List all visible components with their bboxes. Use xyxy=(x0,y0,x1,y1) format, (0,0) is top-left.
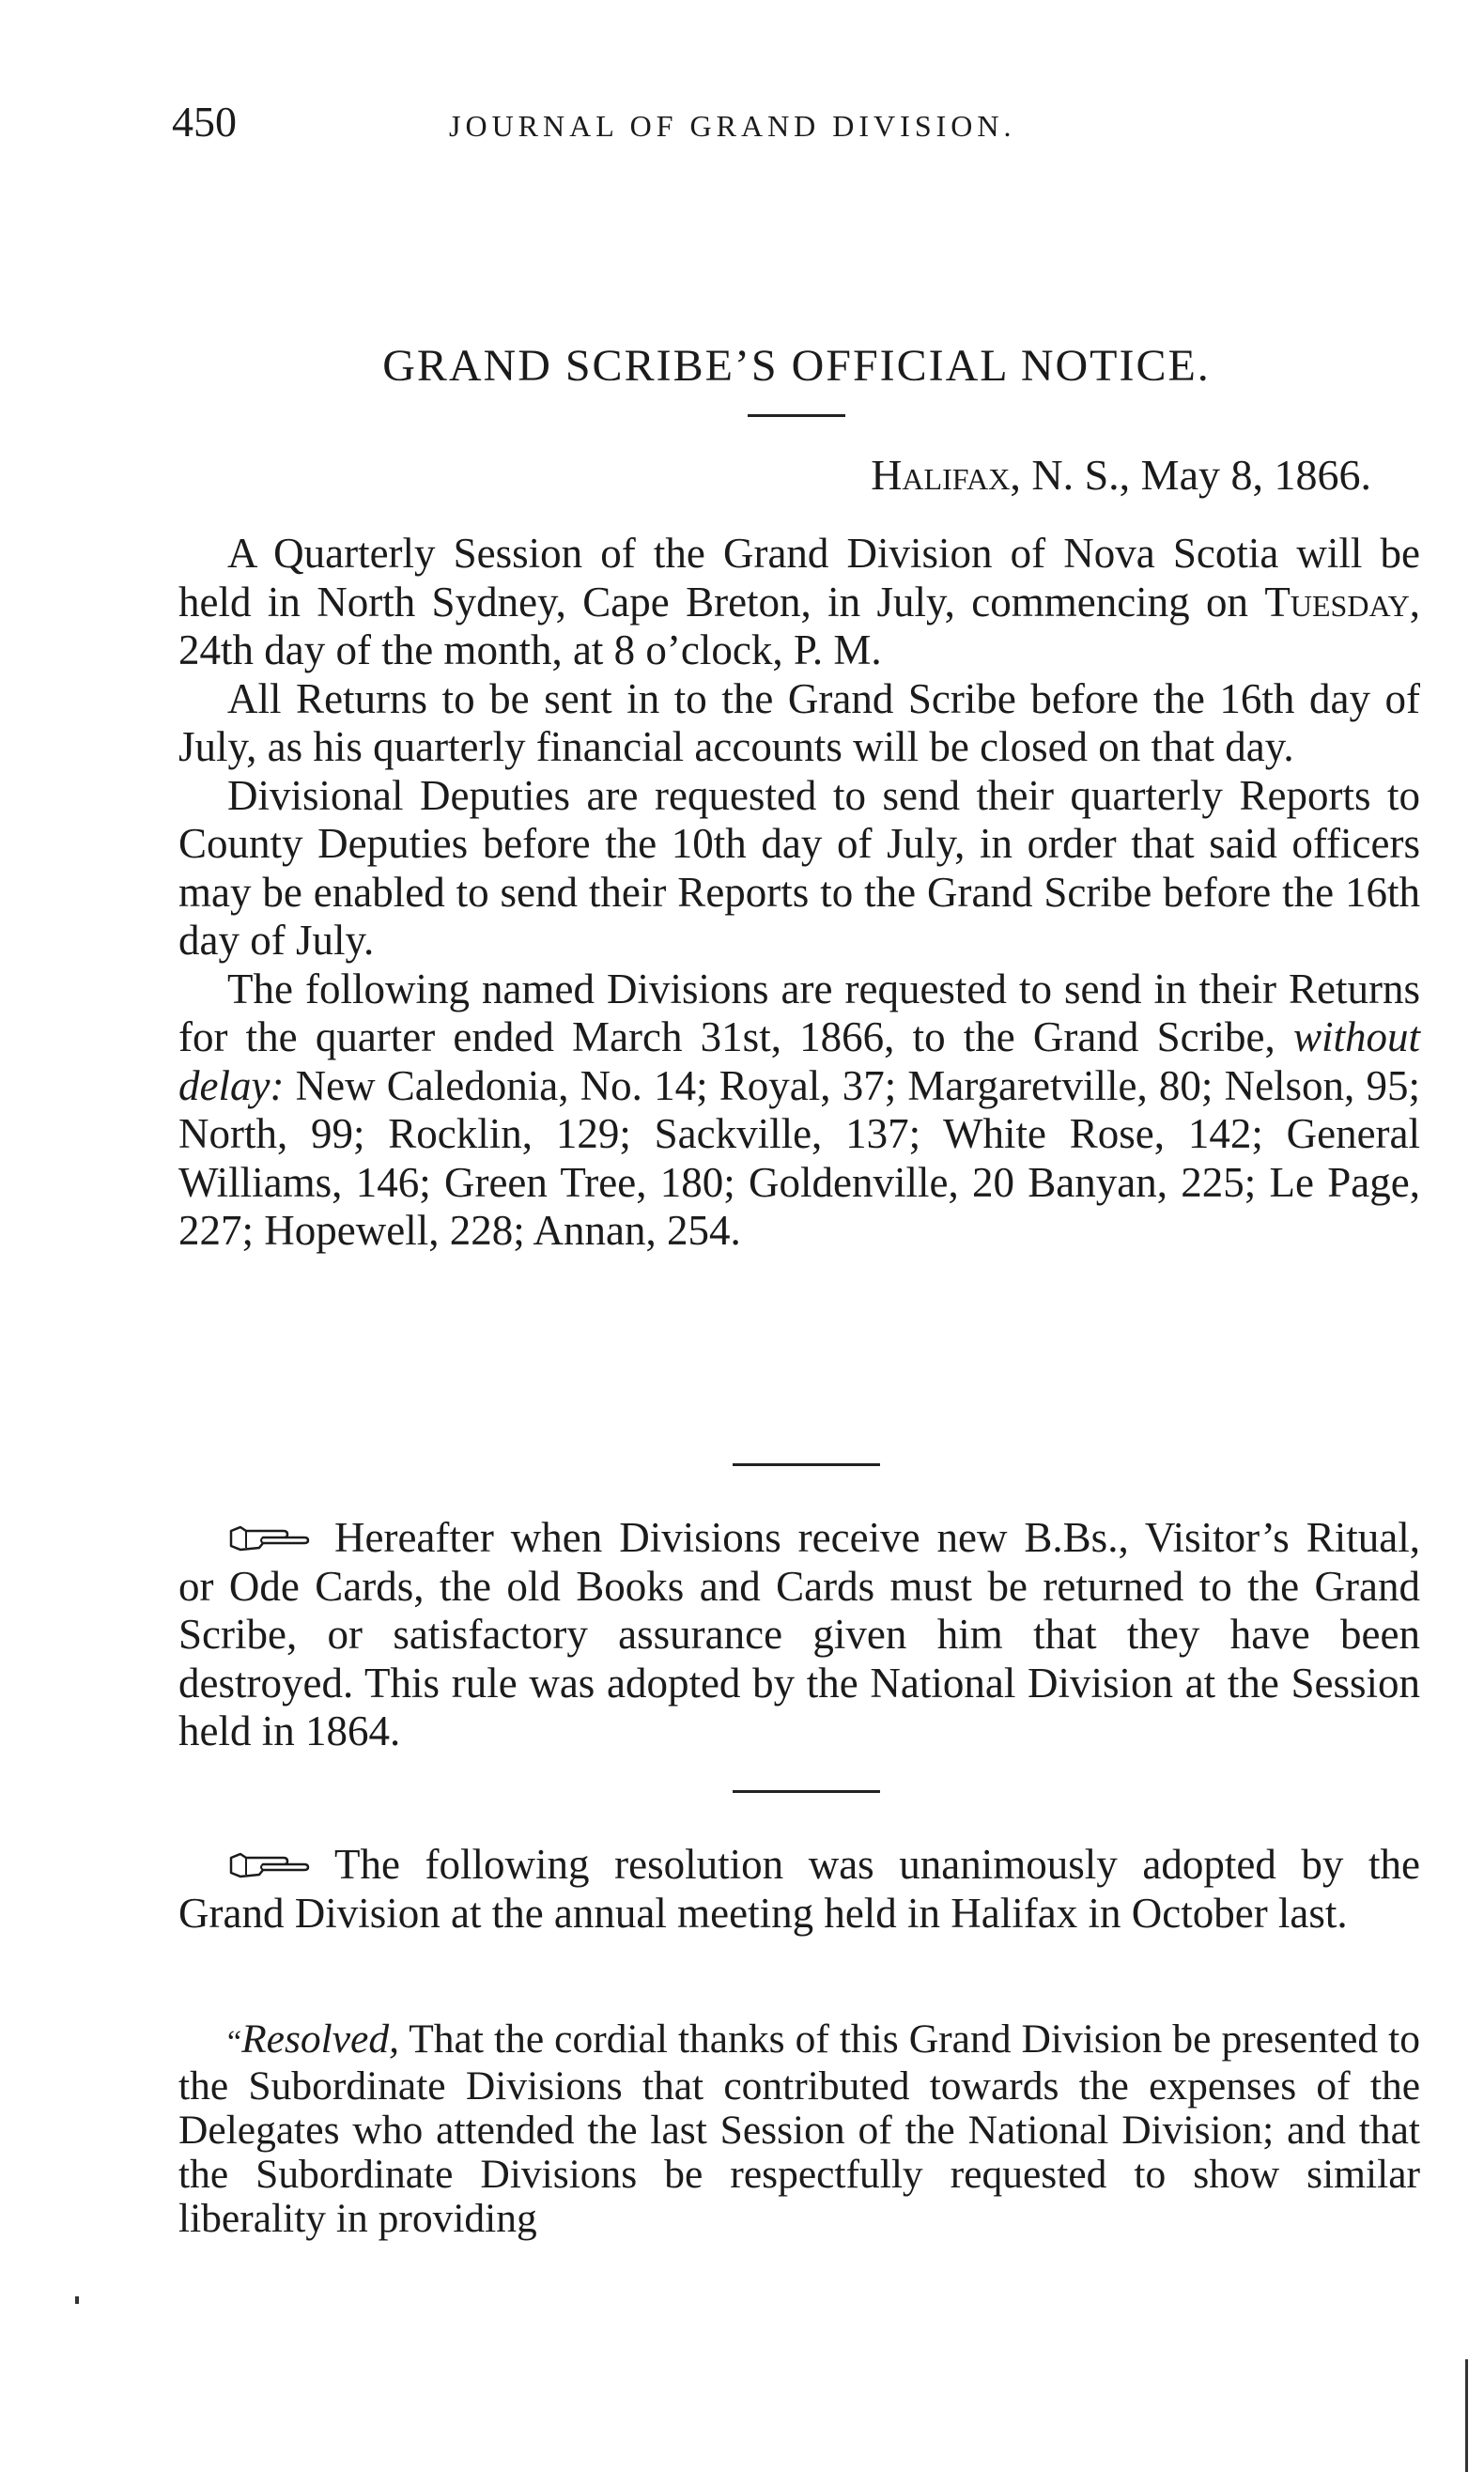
page-number: 450 xyxy=(172,98,237,146)
running-title: JOURNAL OF GRAND DIVISION. xyxy=(449,109,1016,143)
paragraph-text: , 24th day of the month, at 8 o’clock, P. M. xyxy=(178,578,1420,673)
open-quote: “ xyxy=(227,2025,242,2060)
paragraph-session xyxy=(178,530,1420,675)
dateline-date: , N. S., May 8, 1866. xyxy=(1010,451,1371,499)
paragraph-resolution-intro xyxy=(178,1841,1420,1938)
gutter-line xyxy=(1465,2359,1468,2472)
dateline-place: Halifax xyxy=(871,451,1011,499)
ritual-notice xyxy=(178,1514,1420,1756)
resolution-text xyxy=(178,2017,1420,2241)
paragraph-divisions-list xyxy=(178,966,1420,1256)
paragraph-text: Hereafter when Divisions receive new B.Bs., Visitor’s Ritual, or Ode Cards, the old Books and Cards must be returned to the Grand Scribe, or satisfactory assurance given him that they have been destroyed. This rule was adopted by the National Division at the Session held in 1864. xyxy=(178,1514,1420,1754)
dateline xyxy=(714,445,1371,505)
section-rule xyxy=(733,1790,880,1793)
resolution-intro xyxy=(178,1841,1420,1938)
running-head xyxy=(172,94,1430,150)
paragraph-returns: All Returns to be sent in to the Grand Scribe before the 16th day of July, as his quarterly financial accounts will be closed on that day. xyxy=(178,674,1420,770)
pointing-hand-icon xyxy=(227,1848,321,1882)
pointing-hand-icon xyxy=(227,1522,321,1555)
paragraph-text: A Quarterly Session of the Grand Division of Nova Scotia will be held in North Sydney, Cape Breton, in July, commencing on xyxy=(178,530,1420,626)
paragraph-deputies: Divisional Deputies are requested to send their quarterly Reports to County Deputies before the 10th day of July, in order that said officers may be enabled to send their Reports to the Grand Scribe before the 16th day of July. xyxy=(178,771,1420,964)
paragraph-text: The following named Divisions are requested to send in their Returns for the quarter ended March 31st, 1866, to the Grand Scribe, xyxy=(178,965,1420,1060)
notice-heading: GRAND SCRIBE’S OFFICIAL NOTICE. xyxy=(382,341,1211,391)
emphasis-text: Resolved, xyxy=(241,2016,399,2062)
weekday: Tuesday xyxy=(1264,578,1410,626)
paragraph-ritual xyxy=(178,1514,1420,1756)
heading-rule xyxy=(748,414,845,417)
paragraph-text: That the cordial thanks of this Grand Division be presented to the Subordinate Divisions that contributed towards the expenses of the Delegates who attended the last Session of the National Division; and that the Subordinate Divisions be respectfully requested to show similar liberality in providing xyxy=(178,2016,1420,2241)
notice-body xyxy=(178,530,1420,1256)
paragraph-text: New Caledonia, No. 14; Royal, 37; Margaretville, 80; Nelson, 95; North, 99; Rocklin, 129; Sackville, 137; White Rose, 142; General Williams, 146; Green Tree, 180; Goldenville, 20 Banyan, 225; Le Page, 227; Hopewell, 228; Annan, 254. xyxy=(178,1061,1420,1254)
section-rule xyxy=(733,1463,880,1466)
print-speck xyxy=(75,2296,79,2304)
emphasis-text: without delay: xyxy=(178,1013,1420,1109)
paragraph-resolution xyxy=(178,2017,1420,2241)
paragraph-text: The following resolution was unanimously adopted by the Grand Division at the annual meeting held in Halifax in October last. xyxy=(178,1841,1420,1937)
